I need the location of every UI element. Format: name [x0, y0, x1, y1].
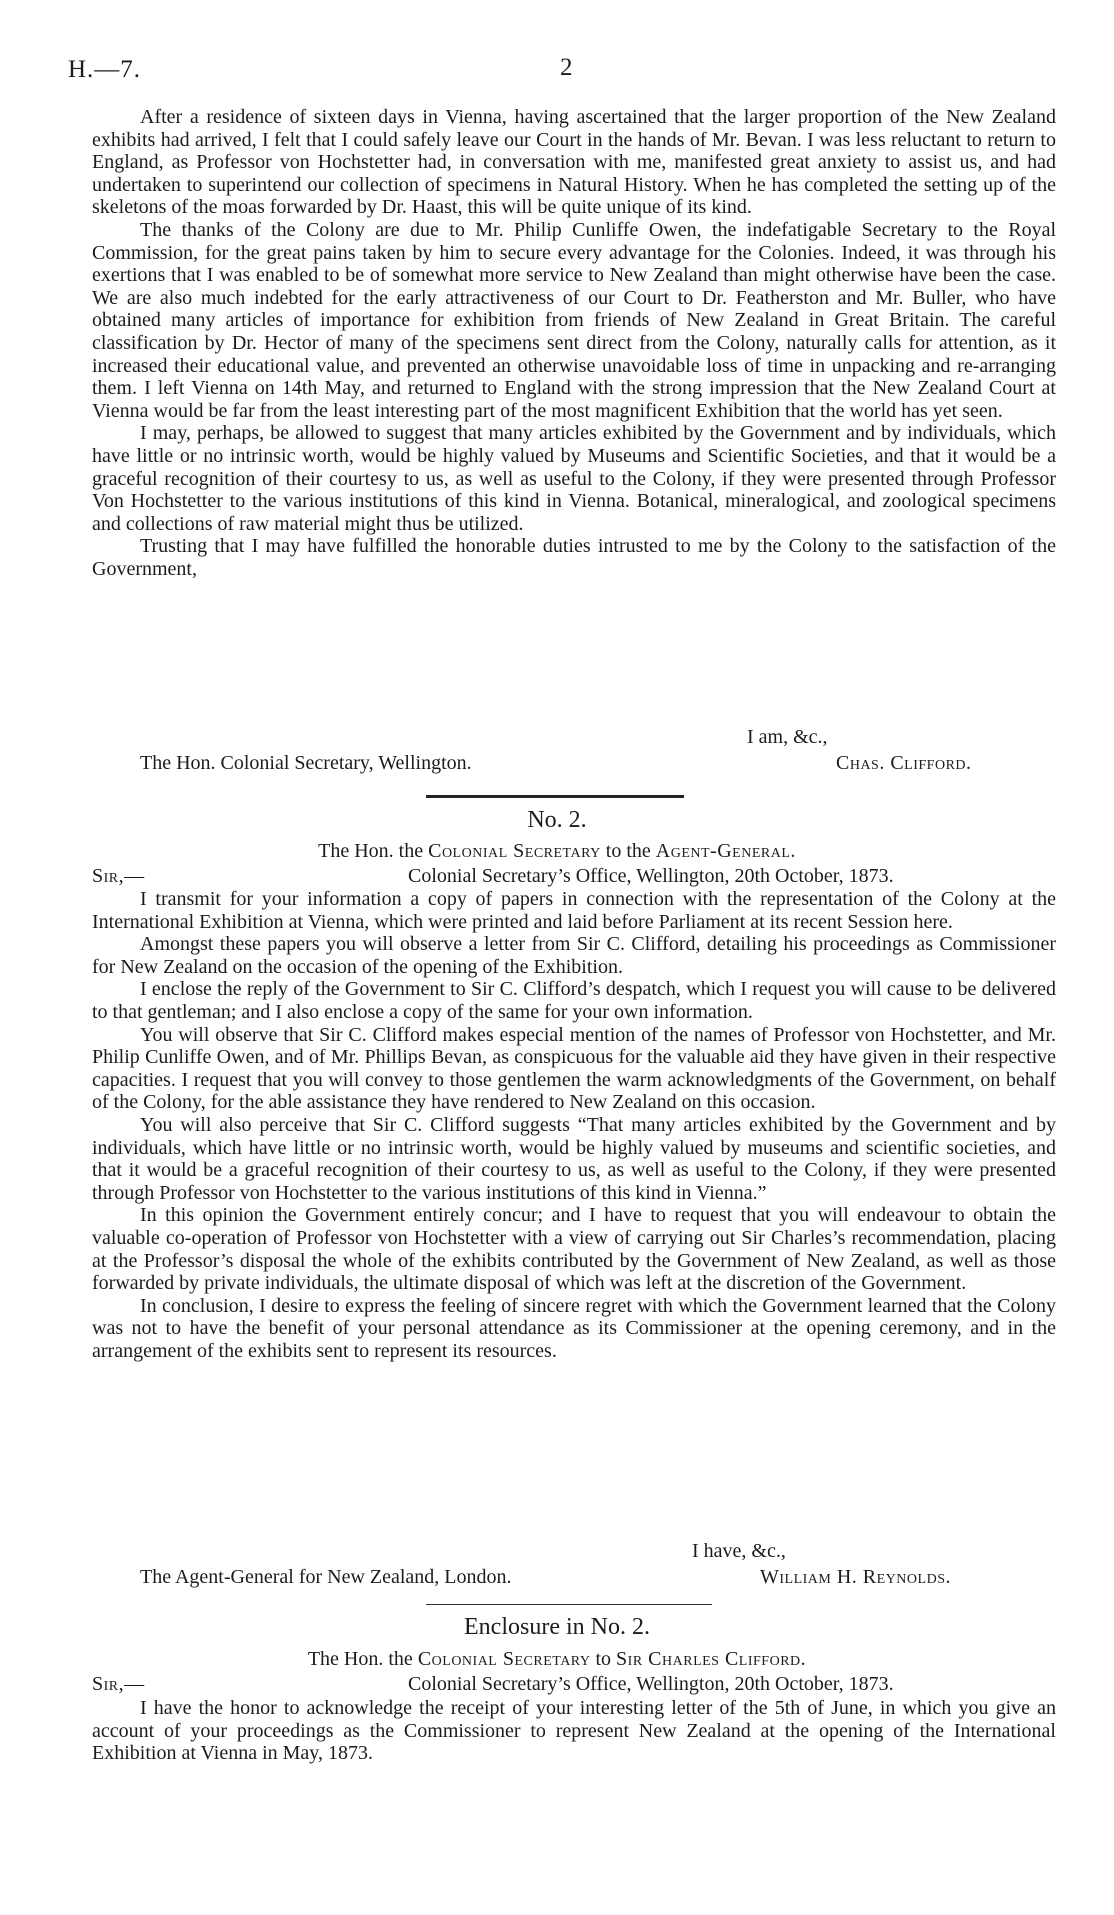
letter-1-paragraph: The thanks of the Colony are due to Mr. Philip Cunliffe Owen, the indefatigable Secretary to the Royal Commission, for the great pains taken by him to secure every advantage for the Colonies. Indeed, it was through his exertions that I was enabled to be of somewhat more service to New Zealand than might otherwise have been the case. We are also much indebted for the early attractiveness of our Court to Dr. Featherston and Mr. Buller, who have obtained many articles of importance for exhibition from friends of New Zealand in Great Britain. The careful classification by Dr. Hector of many of the specimens sent direct from the Colony, naturally calls for attention, as it increased their educational value, and prevented an otherwise unavoidable loss of time in unpacking and re-arranging them. I left Vienna on 14th May, and returned to England with the strong impression that the New Zealand Court at Vienna would be far from the least interesting part of the most magnificent Exhibition that the world has yet seen. — [92, 218, 1056, 422]
letter-2-paragraph: You will observe that Sir C. Clifford makes especial mention of the names of Professor von Hochstetter, and Mr. Philip Cunliffe Owen, and of Mr. Phillips Bevan, as conspicuous for the valuable aid they have given in their respective capacities. I request that you will convey to those gentlemen the warm acknowledgments of the Government, on behalf of the Colony, for the able assistance they have rendered to New Zealand on this occasion. — [92, 1023, 1056, 1114]
letter-1-paragraph: I may, perhaps, be allowed to suggest that many articles exhibited by the Government and by individuals, which have little or no intrinsic worth, would be highly valued by Museums and Scientific Societies, and that it would be a graceful recognition of their courtesy to us, as well as useful to the Colony, if they were presented through Professor Von Hochstetter to the various institutions of this kind in Vienna. Botanical, mineralogical, and zoological specimens and collections of raw material might thus be utilized. — [92, 422, 1056, 535]
enclosure-title-from: Colonial Secretary — [417, 1648, 591, 1670]
letter-2-closing: I have, &c., — [692, 1540, 786, 1562]
letter-2-paragraph: Amongst these papers you will observe a letter from Sir C. Clifford, detailing his proceedings as Commissioner for New Zealand on the occasion of the opening of the Exhibition. — [92, 933, 1056, 978]
letter-2-title-from: Colonial Secretary — [428, 840, 601, 862]
letter-2-paragraph: In this opinion the Government entirely concur; and I have to request that you will endeavour to obtain the valuable co-operation of Professor von Hochstetter with a view of carrying out Sir Charles’s recommendation, placing at the Professor’s disposal the whole of the exhibits contributed by the Government of New Zealand, as well as those forwarded by private individuals, the ultimate disposal of which was left at the discretion of the Government. — [92, 1204, 1056, 1295]
section-divider — [426, 1604, 712, 1605]
letter-2-salutation: Sir,— — [92, 865, 145, 887]
letter-2-title-to: Agent-General. — [655, 840, 796, 862]
enclosure-body — [92, 1697, 1056, 1765]
letter-2-title-prefix: The Hon. the — [318, 840, 424, 862]
letter-2-signature: William H. Reynolds. — [760, 1566, 951, 1588]
letter-2-paragraph: I enclose the reply of the Government to Sir C. Clifford’s despatch, which I request you will cause to be delivered to that gentleman; and I also enclose a copy of the same for your own information. — [92, 978, 1056, 1023]
document-reference: H.—7. — [68, 56, 142, 83]
letter-1-signature: Chas. Clifford. — [836, 752, 972, 774]
enclosure-place-date: Colonial Secretary’s Office, Wellington, 20th October, 1873. — [408, 1673, 894, 1695]
letter-1-addressee: The Hon. Colonial Secretary, Wellington. — [140, 752, 472, 774]
enclosure-heading: Enclosure in No. 2. — [464, 1614, 650, 1640]
enclosure-title-to: Sir Charles Clifford. — [616, 1648, 807, 1670]
enclosure-salutation: Sir,— — [92, 1673, 145, 1695]
letter-2-body — [92, 888, 1056, 1362]
letter-2-paragraph: In conclusion, I desire to express the feeling of sincere regret with which the Government learned that the Colony was not to have the benefit of your personal attendance as its Commissioner at the opening ceremony, and in the arrangement of the exhibits sent to represent its resources. — [92, 1294, 1056, 1362]
enclosure-title-to-word: to — [595, 1648, 612, 1670]
letter-1-paragraph: Trusting that I may have fulfilled the honorable duties intrusted to me by the Colony to the satisfaction of the Government, — [92, 535, 1056, 580]
letter-2-number: No. 2. — [527, 807, 587, 833]
letter-1-closing: I am, &c., — [747, 726, 828, 748]
letter-2-title — [0, 840, 1114, 863]
letter-2-paragraph: I transmit for your information a copy of papers in connection with the representation of the Colony at the International Exhibition at Vienna, which were printed and laid before Parliament at its recent Session here. — [92, 888, 1056, 933]
letter-1-body — [92, 106, 1056, 580]
enclosure-paragraph: I have the honor to acknowledge the receipt of your interesting letter of the 5th of June, in which you give an account of your proceedings as the Commissioner to represent New Zealand at the opening of the International Exhibition at Vienna in May, 1873. — [92, 1697, 1056, 1765]
letter-2-title-to-word: to the — [605, 840, 651, 862]
letter-1-paragraph: After a residence of sixteen days in Vienna, having ascertained that the larger proportion of the New Zealand exhibits had arrived, I felt that I could safely leave our Court in the hands of Mr. Bevan. I was less reluctant to return to England, as Professor von Hochstetter had, in conversation with me, manifested great anxiety to assist us, and had undertaken to superintend our collection of specimens in Natural History. When he has completed the setting up of the skeletons of the moas forwarded by Dr. Haast, this will be quite unique of its kind. — [92, 106, 1056, 219]
enclosure-title — [0, 1648, 1114, 1671]
letter-2-place-date: Colonial Secretary’s Office, Wellington, 20th October, 1873. — [408, 865, 894, 887]
page-number: 2 — [560, 54, 573, 81]
enclosure-title-prefix: The Hon. the — [307, 1648, 413, 1670]
letter-2-addressee: The Agent-General for New Zealand, London. — [140, 1566, 512, 1588]
letter-2-paragraph: You will also perceive that Sir C. Clifford suggests “That many articles exhibited by the Government and by individuals, which have little or no intrinsic worth, would be highly valued by museums and scientific societies, and that it would be a graceful recognition of their courtesy to us, as well as useful to the Colony, if they were presented through Professor von Hochstetter to the various institutions of this kind in Vienna.” — [92, 1113, 1056, 1204]
section-divider — [426, 795, 684, 798]
